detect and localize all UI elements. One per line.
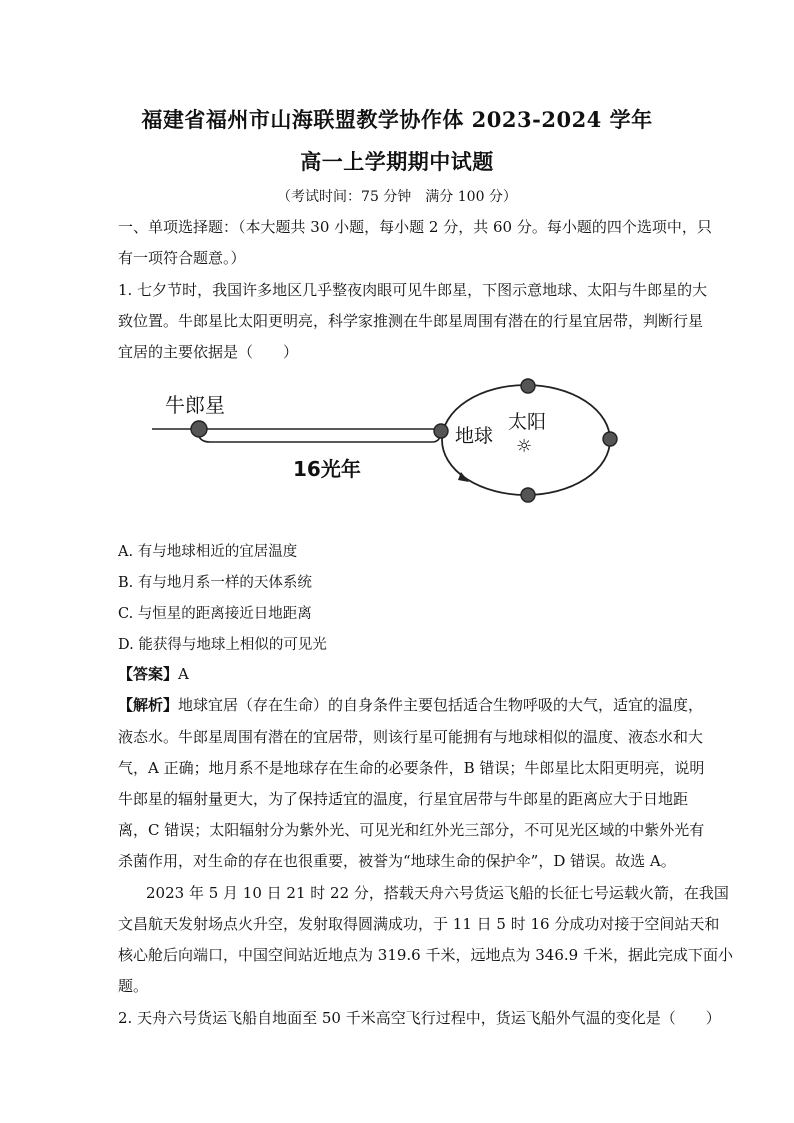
q1-option-d[interactable]: D. 能获得与地球上相似的可见光 [118, 637, 327, 653]
analysis-text: 地球宜居（存在生命）的自身条件主要包括适合生物呼吸的大气，适宜的温度， [178, 696, 704, 714]
earth-label: 地球 [455, 425, 494, 447]
sun-icon: ☼ [516, 436, 533, 457]
passage-line2: 文昌航天发射场点火升空，发射取得圆满成功，于 11 日 5 时 16 分成功对接于空间站天和 [118, 915, 720, 933]
q1-option-c[interactable]: C. 与恒星的距离接近日地距离 [118, 606, 312, 622]
earth-position-left [434, 424, 448, 438]
analysis-label: 【解析】 [118, 696, 179, 714]
exam-title-line1: 福建省福州市山海联盟教学协作体 2023-2024 学年 [141, 107, 653, 132]
q1-analysis-line5: 离，C 错误；太阳辐射分为紫外光、可见光和红外光三部分，不可见光区域的中紫外光有 [118, 821, 705, 839]
q1-analysis-line1 [118, 695, 704, 715]
earth-position-right [603, 432, 617, 446]
exam-info: （考试时间：75 分钟 满分 100 分） [277, 189, 517, 205]
exam-title-line2: 高一上学期期中试题 [300, 149, 494, 174]
q1-option-b[interactable]: B. 有与地月系一样的天体系统 [118, 575, 312, 591]
altair-label: 牛郎星 [165, 393, 225, 417]
answer-label: 【答案】 [118, 665, 179, 683]
sun-label: 太阳 [508, 411, 547, 433]
altair-star [191, 421, 207, 437]
q1-answer [118, 664, 678, 684]
passage-line1: 2023 年 5 月 10 日 21 时 22 分，搭载天舟六号货运飞船的长征七号运载火箭，在我国 [146, 884, 729, 902]
earth-position-top [521, 379, 535, 393]
q1-option-a[interactable]: A. 有与地球相近的宜居温度 [118, 544, 298, 560]
q1-stem-line2: 致位置。牛郎星比太阳更明亮，科学家推测在牛郎星周围有潜在的行星宜居带，判断行星 [118, 312, 704, 330]
section-heading-line1: 一、单项选择题：（本大题共 30 小题，每小题 2 分，共 60 分。每小题的四个选项中，只 [118, 218, 712, 236]
section-heading-line2: 有一项符合题意。） [118, 249, 246, 267]
q2-stem-line1: 2. 天舟六号货运飞船自地面至 50 千米高空飞行过程中，货运飞船外气温的变化是（ ） [118, 1009, 721, 1027]
distance-label: 16光年 [293, 457, 361, 481]
passage-line4: 题。 [118, 977, 149, 995]
distance-bracket [198, 434, 440, 442]
earth-position-bottom [521, 488, 535, 502]
answer-value: A [178, 665, 189, 683]
q1-analysis-line6: 杀菌作用，对生命的存在也很重要，被誉为“地球生命的保护伞”，D 错误。故选 A。 [118, 852, 676, 870]
passage-line3: 核心舱后向端口，中国空间站近地点为 319.6 千米，远地点为 346.9 千米，据此完成下面小 [118, 946, 733, 964]
q1-analysis-line3: 气，A 正确；地月系不是地球存在生命的必要条件，B 错误；牛郎星比太阳更明亮，说明 [118, 759, 705, 777]
q1-stem-line1: 1. 七夕节时，我国许多地区几乎整夜肉眼可见牛郎星，下图示意地球、太阳与牛郎星的大 [118, 281, 708, 299]
q1-analysis-line4: 牛郎星的辐射量更大，为了保持适宜的温度，行星宜居带与牛郎星的距离应大于日地距 [118, 790, 689, 808]
q1-stem-line3: 宜居的主要依据是（ ） [118, 343, 299, 361]
q1-analysis-line2: 液态水。牛郎星周围有潜在的宜居带，则该行星可能拥有与地球相似的温度、液态水和大 [118, 728, 704, 746]
q1-figure [148, 372, 628, 512]
